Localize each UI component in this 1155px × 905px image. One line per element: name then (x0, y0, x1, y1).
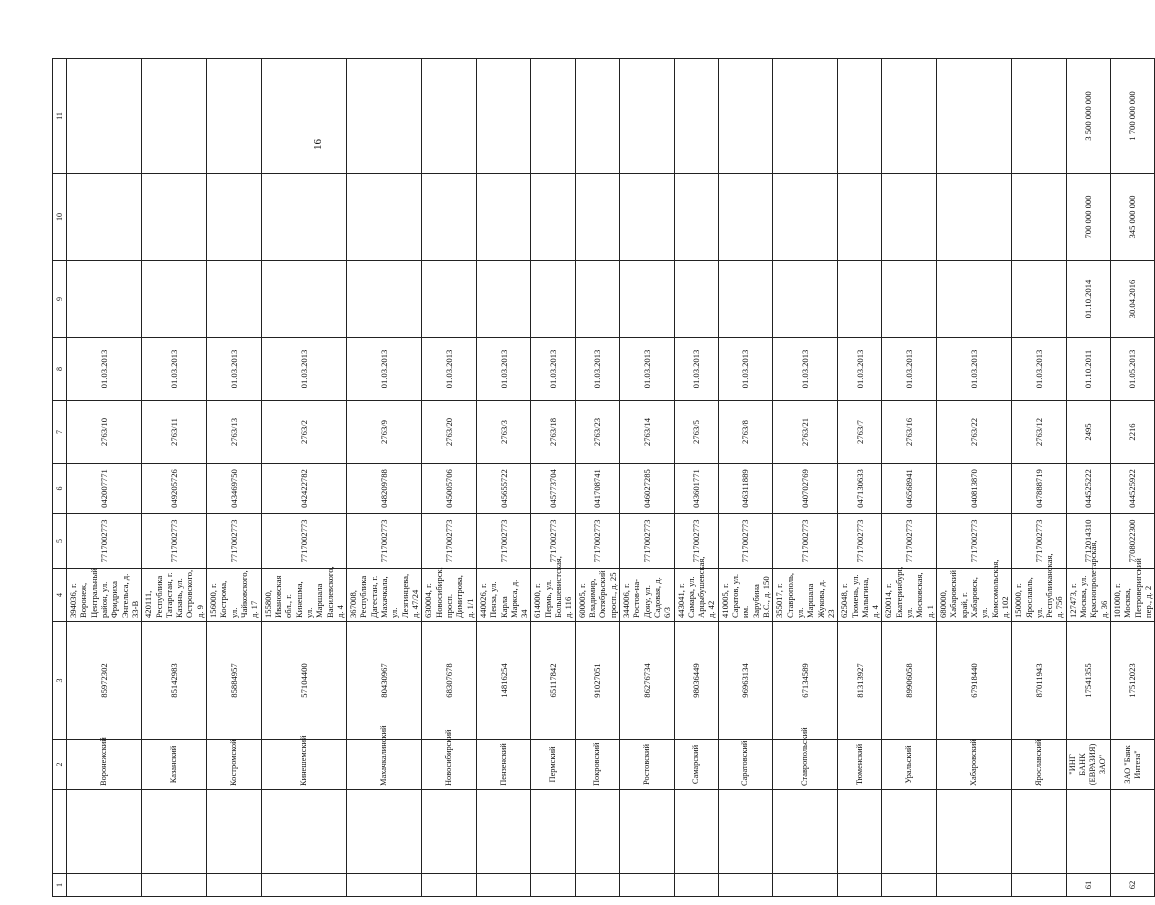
bank-branches-table (52, 58, 1155, 897)
column-header: 7 (53, 401, 67, 464)
cell-name: Саратовский (718, 740, 773, 790)
cell-date: 01.03.2013 (1012, 338, 1067, 401)
cell-name: Воронежский (67, 740, 142, 790)
cell-sum1 (207, 174, 262, 261)
table-row (476, 59, 531, 897)
page-number: 16 (312, 139, 324, 150)
cell-addr: 344006, г. Ростов-на-Дону, ул. Садовая, д. 6/3 (619, 569, 674, 622)
cell-sum2 (773, 59, 838, 174)
cell-inn: 7717002773 (207, 514, 262, 569)
column-number-row (53, 59, 67, 897)
cell-date: 01.03.2013 (476, 338, 531, 401)
column-header: 10 (53, 174, 67, 261)
cell-sum1: 345 000 000 (1111, 174, 1155, 261)
cell-date: 01.03.2013 (575, 338, 619, 401)
cell-n (773, 874, 838, 897)
cell-d2 (67, 261, 142, 338)
cell-bik: 040813870 (937, 464, 1012, 514)
cell-empty (718, 790, 773, 874)
cell-d2 (347, 261, 422, 338)
cell-sum2 (674, 59, 718, 174)
cell-date: 01.03.2013 (422, 338, 477, 401)
cell-sum1 (347, 174, 422, 261)
cell-sum2 (619, 59, 674, 174)
cell-empty (937, 790, 1012, 874)
cell-empty (476, 790, 531, 874)
cell-reg: 2763/20 (422, 401, 477, 464)
cell-n (142, 874, 207, 897)
cell-reg: 2763/12 (1012, 401, 1067, 464)
cell-sum2 (142, 59, 207, 174)
table-row (531, 59, 575, 897)
cell-okpo: 86276734 (619, 622, 674, 740)
cell-inn: 7717002773 (937, 514, 1012, 569)
column-header: 9 (53, 261, 67, 338)
cell-addr: 155800, Ивановская обл., г. Кинешма, ул. Маршала Василевского, д. 4 (261, 569, 347, 622)
cell-sum2 (422, 59, 477, 174)
cell-addr: 355017, г. Ставрополь, ул. Маршала Жукова, д. 23 (773, 569, 838, 622)
cell-bik: 045005706 (422, 464, 477, 514)
table-row (347, 59, 422, 897)
cell-name: Пензенский (476, 740, 531, 790)
cell-name: Новосибирский (422, 740, 477, 790)
cell-empty (838, 790, 882, 874)
cell-bik: 046311889 (718, 464, 773, 514)
cell-okpo: 65117842 (531, 622, 575, 740)
cell-n (422, 874, 477, 897)
cell-n (937, 874, 1012, 897)
table-row (67, 59, 142, 897)
cell-date: 01.03.2013 (619, 338, 674, 401)
cell-sum2 (261, 59, 347, 174)
cell-d2: 30.04.2016 (1111, 261, 1155, 338)
table-row (882, 59, 937, 897)
cell-bik: 040702769 (773, 464, 838, 514)
cell-addr: 150000, г. Ярославль, ул. Республиканская, д. 75б (1012, 569, 1067, 622)
cell-reg: 2763/9 (347, 401, 422, 464)
table-row (718, 59, 773, 897)
cell-d2 (575, 261, 619, 338)
column-header: 6 (53, 464, 67, 514)
cell-addr: 625048, г. Тюмень, ул. Малыгина, д. 4 (838, 569, 882, 622)
cell-date: 01.03.2013 (674, 338, 718, 401)
cell-date: 01.03.2013 (937, 338, 1012, 401)
cell-inn: 7717002773 (67, 514, 142, 569)
cell-reg: 2763/14 (619, 401, 674, 464)
cell-addr: 600005, г. Владимир, Октябрьский просп., д. 25 (575, 569, 619, 622)
cell-empty (773, 790, 838, 874)
rotated-table-wrapper (52, 59, 1155, 897)
table-row (773, 59, 838, 897)
cell-inn: 7717002773 (422, 514, 477, 569)
cell-okpo: 98036449 (674, 622, 718, 740)
cell-n: 61 (1066, 874, 1110, 897)
cell-reg: 2763/18 (531, 401, 575, 464)
cell-sum2: 1 700 000 000 (1111, 59, 1155, 174)
cell-inn: 7717002773 (531, 514, 575, 569)
cell-okpo: 67134589 (773, 622, 838, 740)
cell-name: Кинешемский (261, 740, 347, 790)
cell-sum1 (67, 174, 142, 261)
cell-empty (67, 790, 142, 874)
cell-d2 (142, 261, 207, 338)
cell-sum2 (476, 59, 531, 174)
cell-reg: 2763/13 (207, 401, 262, 464)
cell-addr: 614000, г. Пермь, ул. Большевистская, д. 116 (531, 569, 575, 622)
cell-reg: 2216 (1111, 401, 1155, 464)
cell-empty (674, 790, 718, 874)
cell-date: 01.03.2013 (142, 338, 207, 401)
cell-sum1 (422, 174, 477, 261)
cell-bik: 047888719 (1012, 464, 1067, 514)
cell-date: 01.10.2011 (1066, 338, 1110, 401)
cell-bik: 042007771 (67, 464, 142, 514)
cell-n (619, 874, 674, 897)
cell-addr: 394036, г. Воронеж, Центральный район, ул. Фридриха Энгельса, д. 33-В (67, 569, 142, 622)
table-row (674, 59, 718, 897)
cell-empty (1012, 790, 1067, 874)
column-header: 1 (53, 874, 67, 897)
cell-bik: 043601771 (674, 464, 718, 514)
cell-d2 (1012, 261, 1067, 338)
cell-sum2 (718, 59, 773, 174)
cell-addr: 420111, Республика Татарстан, г. Казань, ул. Островского, д. 9 (142, 569, 207, 622)
cell-bik: 041708741 (575, 464, 619, 514)
cell-sum2: 3 500 000 000 (1066, 59, 1110, 174)
cell-date: 01.03.2013 (261, 338, 347, 401)
table-row (937, 59, 1012, 897)
cell-reg: 2763/5 (674, 401, 718, 464)
column-header: 2 (53, 740, 67, 790)
cell-sum1 (937, 174, 1012, 261)
cell-okpo: 85884957 (207, 622, 262, 740)
cell-date: 01.05.2013 (1111, 338, 1155, 401)
cell-inn: 7717002773 (476, 514, 531, 569)
cell-sum2 (937, 59, 1012, 174)
table-row (1111, 59, 1155, 897)
cell-d2 (531, 261, 575, 338)
cell-n (347, 874, 422, 897)
cell-d2 (619, 261, 674, 338)
cell-inn: 7717002773 (674, 514, 718, 569)
cell-name: Уральский (882, 740, 937, 790)
cell-inn: 7712014310 (1066, 514, 1110, 569)
cell-sum1 (838, 174, 882, 261)
table-row (422, 59, 477, 897)
cell-name: Тюменский (838, 740, 882, 790)
cell-n (476, 874, 531, 897)
cell-reg: 2763/11 (142, 401, 207, 464)
cell-okpo: 91027051 (575, 622, 619, 740)
cell-n (882, 874, 937, 897)
cell-empty (619, 790, 674, 874)
cell-okpo: 85972302 (67, 622, 142, 740)
column-header: 4 (53, 569, 67, 622)
cell-okpo: 17541355 (1066, 622, 1110, 740)
cell-sum1 (142, 174, 207, 261)
cell-n (1012, 874, 1067, 897)
cell-date: 01.03.2013 (207, 338, 262, 401)
table-row (619, 59, 674, 897)
cell-empty (422, 790, 477, 874)
cell-empty (347, 790, 422, 874)
cell-reg: 2763/7 (838, 401, 882, 464)
cell-inn: 7717002773 (347, 514, 422, 569)
cell-n (718, 874, 773, 897)
cell-bik: 046568941 (882, 464, 937, 514)
cell-bik: 044525922 (1111, 464, 1155, 514)
cell-empty (1111, 790, 1155, 874)
cell-inn: 7717002773 (718, 514, 773, 569)
cell-n (67, 874, 142, 897)
cell-inn: 7717002773 (1012, 514, 1067, 569)
cell-name: Ростовский (619, 740, 674, 790)
cell-okpo: 14816254 (476, 622, 531, 740)
cell-bik: 049205726 (142, 464, 207, 514)
cell-bik: 048209788 (347, 464, 422, 514)
cell-d2 (882, 261, 937, 338)
cell-addr: 367008, Республика Дагестан, г. Махачкала, ул. Лезгинцева, д. 47/24 (347, 569, 422, 622)
cell-reg: 2763/3 (476, 401, 531, 464)
cell-empty (575, 790, 619, 874)
cell-bik: 046027285 (619, 464, 674, 514)
column-header: 8 (53, 338, 67, 401)
cell-okpo: 17512023 (1111, 622, 1155, 740)
cell-okpo: 68307678 (422, 622, 477, 740)
cell-addr: 410005, г. Саратов, ул. им. Зарубина В.С., д. 150 (718, 569, 773, 622)
cell-inn: 7717002773 (838, 514, 882, 569)
cell-name: Пермский (531, 740, 575, 790)
cell-sum1 (619, 174, 674, 261)
cell-d2 (476, 261, 531, 338)
cell-empty (261, 790, 347, 874)
cell-bik: 045655722 (476, 464, 531, 514)
cell-okpo: 81313927 (838, 622, 882, 740)
column-header: 5 (53, 514, 67, 569)
cell-okpo: 87011943 (1012, 622, 1067, 740)
cell-empty (531, 790, 575, 874)
cell-d2: 01.10.2014 (1066, 261, 1110, 338)
cell-addr: 443041, г. Самара, ул. Арцыбушевская, д. 42 (674, 569, 718, 622)
cell-name: Хабаровский (937, 740, 1012, 790)
cell-bik: 043469750 (207, 464, 262, 514)
cell-addr: 156000, г. Кострома, ул. Чайковского, д. 17 (207, 569, 262, 622)
cell-sum1: 700 000 000 (1066, 174, 1110, 261)
cell-sum1 (476, 174, 531, 261)
table-row (1066, 59, 1110, 897)
cell-n (531, 874, 575, 897)
cell-sum2 (531, 59, 575, 174)
cell-d2 (261, 261, 347, 338)
table-row (575, 59, 619, 897)
cell-bik: 047130633 (838, 464, 882, 514)
cell-sum1 (575, 174, 619, 261)
cell-empty (142, 790, 207, 874)
cell-reg: 2763/21 (773, 401, 838, 464)
cell-n (838, 874, 882, 897)
cell-name: "ИНГ БАНК (ЕВРАЗИЯ) ЗАО" (1066, 740, 1110, 790)
table-row (838, 59, 882, 897)
column-header: 11 (53, 59, 67, 174)
cell-d2 (207, 261, 262, 338)
cell-bik: 045773704 (531, 464, 575, 514)
column-header: 3 (53, 622, 67, 740)
cell-sum2 (838, 59, 882, 174)
cell-name: Ставропольский (773, 740, 838, 790)
cell-sum1 (882, 174, 937, 261)
cell-n (207, 874, 262, 897)
cell-date: 01.03.2013 (347, 338, 422, 401)
cell-reg: 2763/23 (575, 401, 619, 464)
cell-date: 01.03.2013 (531, 338, 575, 401)
cell-addr: 440026, г. Пенза, ул. Карла Маркса, д. 34 (476, 569, 531, 622)
cell-inn: 7708022300 (1111, 514, 1155, 569)
cell-addr: 680000, Хабаровский край, г. Хабаровск, ул. Комсомольская, д. 102 (937, 569, 1012, 622)
cell-sum2 (207, 59, 262, 174)
table-row (207, 59, 262, 897)
table-row (1012, 59, 1067, 897)
cell-sum2 (1012, 59, 1067, 174)
cell-inn: 7717002773 (773, 514, 838, 569)
cell-okpo: 67918440 (937, 622, 1012, 740)
cell-reg: 2763/22 (937, 401, 1012, 464)
cell-empty (207, 790, 262, 874)
column-header (53, 790, 67, 874)
cell-reg: 2763/8 (718, 401, 773, 464)
table-row (142, 59, 207, 897)
cell-inn: 7717002773 (142, 514, 207, 569)
cell-n (674, 874, 718, 897)
cell-reg: 2763/2 (261, 401, 347, 464)
cell-addr: 127473, г. Москва, ул. Краснопролетарская, д. 36 (1066, 569, 1110, 622)
cell-bik: 042422782 (261, 464, 347, 514)
cell-okpo: 85142983 (142, 622, 207, 740)
cell-date: 01.03.2013 (67, 338, 142, 401)
cell-sum1 (261, 174, 347, 261)
cell-n (261, 874, 347, 897)
cell-okpo: 57104400 (261, 622, 347, 740)
cell-sum1 (718, 174, 773, 261)
cell-sum2 (882, 59, 937, 174)
cell-reg: 2763/10 (67, 401, 142, 464)
cell-name: Казанский (142, 740, 207, 790)
cell-reg: 2495 (1066, 401, 1110, 464)
cell-okpo: 80430967 (347, 622, 422, 740)
cell-d2 (773, 261, 838, 338)
cell-date: 01.03.2013 (773, 338, 838, 401)
cell-d2 (937, 261, 1012, 338)
cell-d2 (422, 261, 477, 338)
cell-sum1 (674, 174, 718, 261)
cell-sum2 (67, 59, 142, 174)
cell-addr: 630004, г. Новосибирск, просп. Димитрова, д. 1/1 (422, 569, 477, 622)
cell-date: 01.03.2013 (838, 338, 882, 401)
cell-n (575, 874, 619, 897)
cell-sum1 (531, 174, 575, 261)
cell-sum2 (575, 59, 619, 174)
cell-date: 01.03.2013 (882, 338, 937, 401)
cell-n: 62 (1111, 874, 1155, 897)
cell-d2 (838, 261, 882, 338)
cell-inn: 7717002773 (575, 514, 619, 569)
cell-bik: 044525222 (1066, 464, 1110, 514)
cell-okpo: 89906058 (882, 622, 937, 740)
cell-sum1 (1012, 174, 1067, 261)
cell-inn: 7717002773 (261, 514, 347, 569)
cell-reg: 2763/16 (882, 401, 937, 464)
cell-okpo: 96963134 (718, 622, 773, 740)
cell-addr: 101000, г. Москва, Петроверигский пер., д. 2 (1111, 569, 1155, 622)
cell-inn: 7717002773 (619, 514, 674, 569)
cell-name: Костромской (207, 740, 262, 790)
cell-empty (1066, 790, 1110, 874)
cell-name: Самарский (674, 740, 718, 790)
cell-name: Ярославский (1012, 740, 1067, 790)
cell-sum2 (347, 59, 422, 174)
table-row (261, 59, 347, 897)
cell-sum1 (773, 174, 838, 261)
cell-inn: 7717002773 (882, 514, 937, 569)
cell-empty (882, 790, 937, 874)
cell-name: ЗАО "Банк Интеза" (1111, 740, 1155, 790)
cell-addr: 620014, г. Екатеринбург, ул. Московская, д. 1 (882, 569, 937, 622)
cell-name: Покровский (575, 740, 619, 790)
cell-name: Махачкалинский (347, 740, 422, 790)
cell-d2 (674, 261, 718, 338)
cell-date: 01.03.2013 (718, 338, 773, 401)
cell-d2 (718, 261, 773, 338)
